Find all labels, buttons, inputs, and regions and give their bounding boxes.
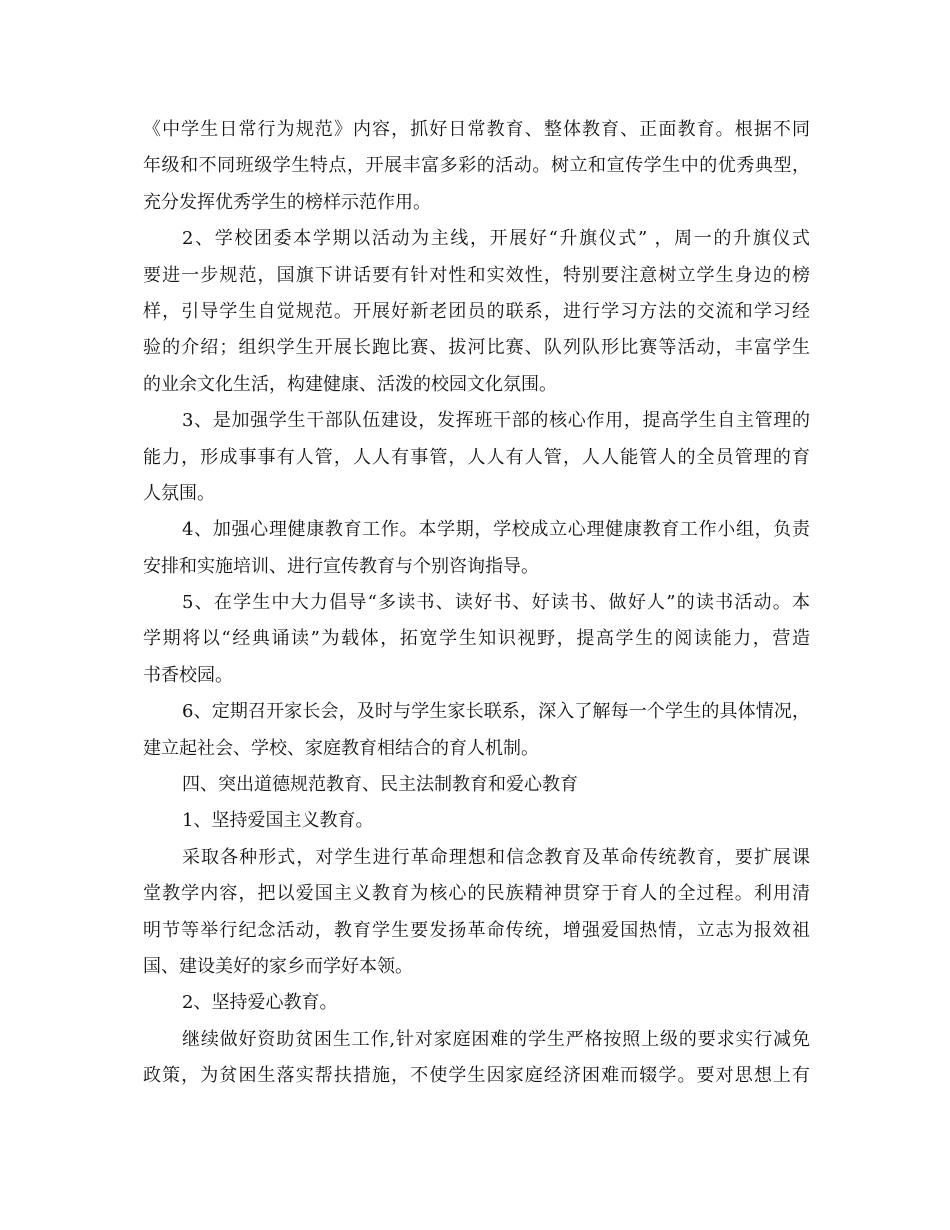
paragraph (143, 403, 810, 512)
paragraph (143, 221, 810, 403)
paragraph (143, 1022, 810, 1095)
text-line: 书香校园。 (143, 664, 233, 686)
text-line: 学期将以“经典诵读”为载体，拓宽学生知识视野，提高学生的阅读能力，营造 (143, 628, 810, 650)
subsection-heading (143, 803, 810, 839)
paragraph (143, 585, 810, 694)
text-line: 2、学校团委本学期以活动为主线，开展好“升旗仪式” ，周一的升旗仪式 (182, 228, 810, 250)
text-line: 的业余文化生活，构建健康、活泼的校园文化氛围。 (143, 373, 557, 395)
paragraph (143, 694, 810, 767)
text-line: 1、坚持爱国主义教育。 (182, 810, 374, 832)
text-line: 国、建设美好的家乡而学好本领。 (143, 955, 413, 977)
paragraph (143, 840, 810, 986)
paragraph (143, 112, 810, 221)
text-line: 要进一步规范，国旗下讲话要有针对性和实效性，特别要注意树立学生身边的榜 (143, 264, 810, 286)
text-line: 《中学生日常行为规范》内容，抓好日常教育、整体教育、正面教育。根据不同 (143, 119, 810, 140)
text-line: 政策，为贫困生落实帮扶措施，不使学生因家庭经济困难而辍学。要对思想上有 (143, 1065, 810, 1087)
text-line: 2、坚持爱心教育。 (182, 992, 338, 1014)
text-line: 安排和实施培训、进行宣传教育与个别咨询指导。 (143, 555, 539, 577)
text-line: 验的介绍；组织学生开展长跑比赛、拔河比赛、队列队形比赛等活动，丰富学生 (143, 337, 810, 359)
text-line: 建立起社会、学校、家庭教育相结合的育人机制。 (143, 737, 539, 759)
text-line: 能力，形成事事有人管，人人有事管，人人有人管，人人能管人的全员管理的育 (143, 446, 810, 468)
text-line: 人氛围。 (143, 482, 215, 504)
text-line: 继续做好资助贫困生工作,针对家庭困难的学生严格按照上级的要求实行减免 (182, 1028, 810, 1050)
text-line: 6、定期召开家长会，及时与学生家长联系，深入了解每一个学生的具体情况， (182, 701, 810, 723)
text-line: 3、是加强学生干部队伍建设，发挥班干部的核心作用，提高学生自主管理的 (182, 410, 810, 432)
text-line: 4、加强心理健康教育工作。本学期，学校成立心理健康教育工作小组，负责 (182, 519, 810, 541)
text-line: 明节等举行纪念活动，教育学生要发扬革命传统，增强爱国热情，立志为报效祖 (143, 919, 810, 941)
paragraph (143, 512, 810, 585)
text-line: 年级和不同班级学生特点，开展丰富多彩的活动。树立和宣传学生中的优秀典型， (143, 155, 810, 177)
text-line: 样，引导学生自觉规范。开展好新老团员的联系，进行学习方法的交流和学习经 (143, 300, 810, 322)
subsection-heading (143, 985, 810, 1021)
section-heading (143, 767, 810, 803)
text-line: 堂教学内容，把以爱国主义教育为核心的民族精神贯穿于育人的全过程。利用清 (143, 883, 810, 905)
text-line: 采取各种形式，对学生进行革命理想和信念教育及革命传统教育，要扩展课 (182, 846, 810, 868)
text-line: 四、突出道德规范教育、民主法制教育和爱心教育 (182, 774, 578, 796)
document-body (143, 112, 810, 1095)
text-line: 充分发挥优秀学生的榜样示范作用。 (143, 191, 431, 213)
text-line: 5、在学生中大力倡导“多读书、读好书、好读书、做好人”的读书活动。本 (182, 592, 810, 614)
